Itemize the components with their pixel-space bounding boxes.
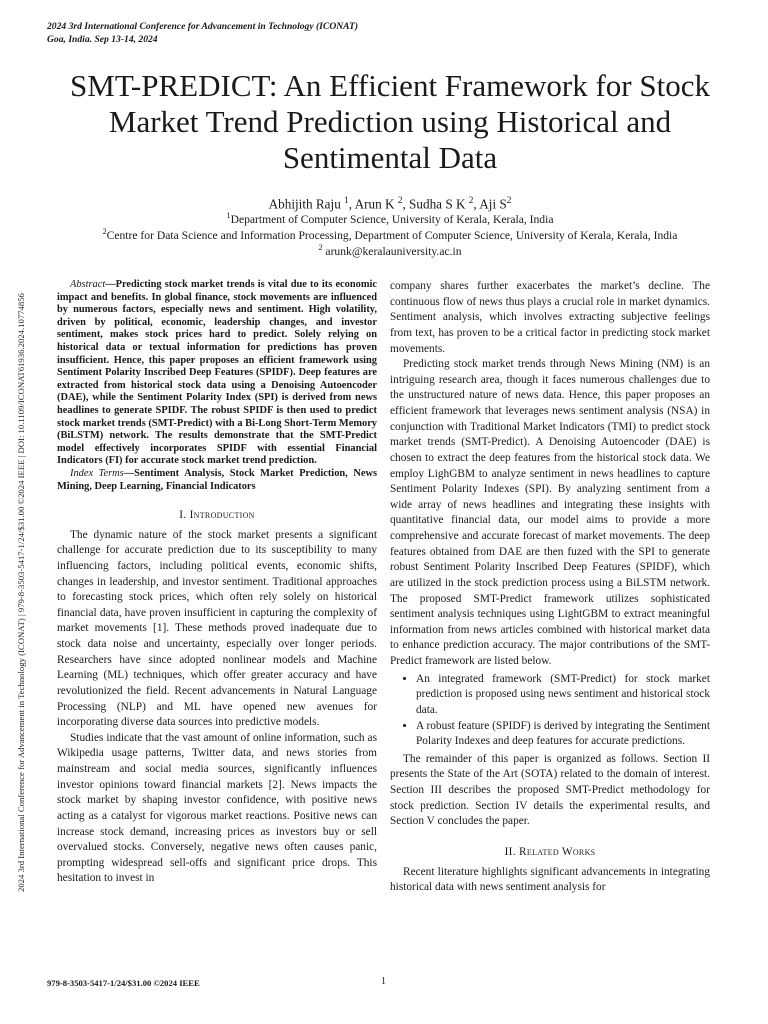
list-item: • An integrated framework (SMT-Predict) for stock market prediction is proposed using news sentiment and historical stock data. bbox=[416, 672, 710, 719]
author-affil-mark: 2 bbox=[397, 195, 403, 205]
section-title: Related Works bbox=[519, 845, 596, 858]
index-terms-text: —Sentiment Analysis, Stock Market Prediction, News Mining, Deep Learning, Financial Indicators bbox=[57, 467, 377, 492]
author-affil-mark: 2 bbox=[468, 195, 474, 205]
intro-paragraph-3: Predicting stock market trends through News Mining (NM) is an intriguing research area, though it faces numerous challenges due to the unstructured nature of news data. Hence, this paper proposes an efficient framework that leverages news sentiment analysis (NSA) in conjunction with Traditional Market Indicators (TMI) to predict stock market trends (SMT-Predict). A Denoising Autoencoder (DAE) is chosen to extract the deep features from the historical stock data. We employ LighGBM to analyze sentiment in news headlines to capture Sentiment Polarity Indexes (SPI). By analyzing sentiment from a wide array of news headlines and integrating these insights with quantitative financial data, our model aims to provide a more comprehensive and accurate forecast of market movements. The deep features obtained from DAE are then fuzed with the SPI to generate robust Sentiment Polarity Inscribed Deep Features (SPIDF), which are utilized in the stock prediction process using a BiLSTM network. The proposed SMT-Predict framework utilizes sophisticated sentiment analysis techniques using LightGBM to extract meaningful information from news articles combined with historical market data to enhance prediction accuracy. The major contributions of the SMT-Predict framework are listed below. bbox=[390, 358, 710, 667]
right-column bbox=[390, 279, 710, 896]
section-heading-introduction bbox=[57, 508, 377, 524]
section-number: I. bbox=[179, 509, 187, 522]
title-line-2: Market Trend Prediction using Historical and bbox=[108, 104, 672, 139]
list-item: • A robust feature (SPIDF) is derived by integrating the Sentiment Polarity Indexes and deep features for accurate predictions. bbox=[416, 719, 710, 750]
email-link[interactable]: arunk@keralauniversity.ac.in bbox=[325, 244, 462, 258]
author-name: Aji S bbox=[479, 196, 507, 212]
author-name: Sudha S K bbox=[409, 196, 466, 212]
copyright-footer: 979-8-3503-5417-1/24/$31.00 ©2024 IEEE bbox=[47, 978, 200, 988]
affiliation-mark: 2 bbox=[102, 227, 107, 236]
author-affil-mark: 1 bbox=[344, 195, 349, 205]
affiliation-mark: 1 bbox=[226, 211, 231, 220]
abstract-text: —Predicting stock market trends is vital due to its economic impact and benefits. In global finance, stock movements are influenced by numerous factors, especially news and sentiment. High volatility, driven by political, economic, leadership changes, and investor sentiment, makes stock prices hard to predict. Solely relying on historical data or textual information for predictions has proven insufficient. Hence, this paper proposes an efficient framework using Sentiment Polarity Inscribed Deep Features (SPIDF). Deep features are extracted from historical stock data using a Denoising Autoencoder (DAE), while the Sentiment Polarity Index (SPI) is derived from news headlines to generate SPIDF. The robust SPIDF is then used to predict stock market trends (SMT-Predict) with a Bi-Long Short-Term Memory (BiLSTM) network. The results demonstrate that the SMT-Predict model effectively incorporates SPIDF with essential Financial Indicators (FI) for accurate stock market trend prediction. bbox=[57, 279, 377, 467]
contribution-list bbox=[390, 672, 710, 750]
author-email bbox=[40, 240, 740, 260]
author-affil-mark: 2 bbox=[506, 195, 512, 205]
intro-paragraph-4: The remainder of this paper is organized as follows. Section II presents the State of the Art (SOTA) related to the domain of interest. Section III describes the proposed SMT-Predict methodology for stock prediction. Section IV details the experimental results, and Section V concludes the paper. bbox=[390, 752, 710, 828]
affiliation-text: Department of Computer Science, University of Kerala, Kerala, India bbox=[230, 212, 554, 226]
abstract-label: Abstract bbox=[70, 279, 106, 290]
related-works-paragraph: Recent literature highlights significant advancements in integrating historical data with news sentiment analysis for bbox=[390, 865, 710, 894]
title-line-3: Sentimental Data bbox=[282, 140, 498, 175]
conference-name: 2024 3rd International Conference for Advancement in Technology (ICONAT) bbox=[47, 21, 359, 32]
title-line-1: SMT-PREDICT: An Efficient Framework for Stock bbox=[70, 68, 710, 103]
conference-header bbox=[47, 20, 358, 46]
abstract bbox=[57, 279, 377, 468]
section-heading-related-works bbox=[390, 845, 710, 861]
left-column bbox=[57, 279, 377, 887]
author-name: Abhijith Raju bbox=[268, 196, 341, 212]
side-doi-text: 2024 3rd International Conference for Advancement in Technology (ICONAT) | 979-8-3503-5417-1/24/$31.00 ©2024 IEEE | DOI: 10.1109/ICONAT61936.2024.10774856 bbox=[16, 293, 26, 892]
conference-location: Goa, India. Sep 13-14, 2024 bbox=[47, 34, 158, 45]
index-terms-label: Index Terms bbox=[70, 467, 124, 479]
author-name: Arun K bbox=[354, 196, 395, 212]
intro-paragraph-2: Studies indicate that the vast amount of online information, such as Wikipedia usage patterns, Twitter data, and news stories from mainstream and social media sources, significantly influences investor opinions toward financial markets [2]. News impacts the stock market by shaping investor confidence, with positive news acting as a catalyst for vigorous market reactions. Positive news can increase stock demand, increasing prices as investors buy or sell overvalued stocks. Conversely, negative news often causes panic, prompting widespread sell-offs and significant price drops. This hesitation to invest in bbox=[57, 731, 377, 885]
email-mark: 2 bbox=[318, 243, 323, 252]
intro-paragraph-1: The dynamic nature of the stock market presents a significant challenge for accurate prediction due to its susceptibility to many influencing factors, including political events, economic shifts, changes in leadership, and investor sentiment. Traditional approaches to forecasting stock prices, which often rely solely on historical financial data, have proven insufficient in capturing the complexity of market movements [1]. These methods proved inadequate due to stock data noise and uncertainty, especially over longer periods. Researchers have since adopted nonlinear models and Machine Learning (ML) techniques, which offer greater accuracy and have revolutionized the field. Recent advancements in Natural Language Processing (NLP) and ML have opened new avenues for incorporating diverse data sources into predictive models. bbox=[57, 528, 377, 729]
affiliation-text: Centre for Data Science and Information Processing, Department of Computer Science, University of Kerala, Kerala, India bbox=[106, 228, 678, 242]
paper-title bbox=[40, 68, 740, 176]
side-doi-strip bbox=[16, 152, 32, 892]
index-terms bbox=[57, 468, 377, 493]
section-title: Introduction bbox=[189, 509, 255, 522]
section-number: II. bbox=[504, 845, 516, 858]
page-number: 1 bbox=[381, 976, 386, 987]
intro-paragraph-continued: company shares further exacerbates the market’s decline. The continuous flow of news thus plays a crucial role in market dynamics. Sentiment analysis, which involves extracting subjective feelings from text, has proven to be a critical factor in predicting stock market movements. bbox=[390, 280, 710, 355]
author-list: Abhijith Raju $^1$, Arun K $^2$, Sudha S K $^2$, Aji $S^2$ bbox=[268, 195, 512, 212]
